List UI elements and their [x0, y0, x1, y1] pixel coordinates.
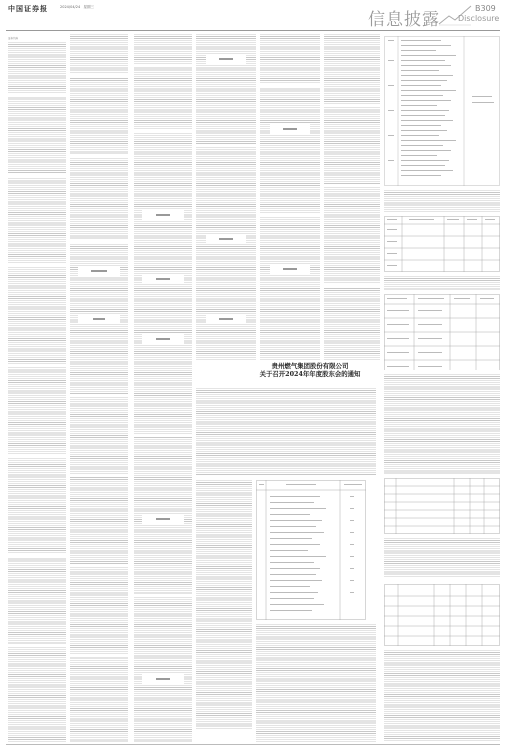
body-text-block	[70, 34, 128, 742]
subheading-block	[78, 314, 120, 324]
column-code-label: 证券代码	[8, 37, 19, 40]
table-grid	[384, 478, 500, 534]
text-column-2	[70, 34, 128, 742]
agenda-table	[256, 480, 366, 620]
table-grid	[384, 294, 500, 370]
issue-date: 2024/04/24	[60, 5, 81, 9]
page-header	[0, 0, 506, 30]
vote-table	[384, 478, 500, 534]
body-text-block	[196, 480, 252, 730]
text-column-3	[134, 34, 192, 742]
text-column-5	[260, 34, 320, 360]
subheading-block	[270, 264, 310, 274]
page-number: B309	[475, 4, 496, 13]
proxy-table	[384, 584, 500, 646]
body-text-block	[8, 42, 66, 742]
subheading-block	[78, 266, 120, 276]
notice-heading	[244, 362, 376, 386]
body-text-block	[260, 34, 320, 360]
company-name: 贵州燃气集团股份有限公司	[271, 362, 349, 370]
issue-weekday: 星期三	[83, 5, 95, 9]
body-text-block	[384, 538, 500, 578]
issue-date-line	[60, 5, 94, 10]
text-column-7	[384, 190, 500, 370]
notice-title: 关于召开2024年年度股东会的通知	[259, 370, 361, 378]
body-text-block	[384, 650, 500, 742]
body-text-block	[384, 374, 500, 474]
data-table-lower	[384, 294, 500, 370]
notice-body	[196, 388, 376, 742]
table-grid	[384, 36, 500, 186]
section-english: Disclosure	[458, 14, 500, 23]
table-grid	[256, 480, 366, 620]
table-grid	[384, 584, 500, 646]
data-table-upper	[384, 36, 500, 186]
body-text-block	[256, 624, 376, 742]
text-column-8	[384, 374, 500, 742]
subheading-block	[206, 314, 246, 324]
data-table-middle	[384, 216, 500, 272]
subheading-block	[142, 514, 184, 524]
subheading-block	[142, 674, 184, 684]
body-text-block	[196, 388, 376, 476]
body-text-block	[384, 190, 500, 212]
subheading-block	[206, 54, 246, 64]
body-text-block	[196, 34, 256, 360]
subheading-block	[142, 274, 184, 284]
text-column-6	[324, 34, 380, 360]
subheading-block	[206, 234, 246, 244]
footer-divider	[6, 744, 500, 745]
body-text-block	[384, 276, 500, 290]
subheading-block	[270, 124, 310, 134]
body-text-block	[324, 34, 380, 360]
text-column-1	[8, 34, 66, 742]
newspaper-masthead: 中国证券报	[8, 4, 48, 13]
table-grid	[384, 216, 500, 272]
body-text-block	[134, 34, 192, 742]
text-column-4	[196, 34, 256, 360]
section-title: 信息披露	[368, 10, 440, 30]
subheading-block	[142, 334, 184, 344]
subheading-block	[142, 210, 184, 220]
header-divider	[6, 30, 500, 31]
